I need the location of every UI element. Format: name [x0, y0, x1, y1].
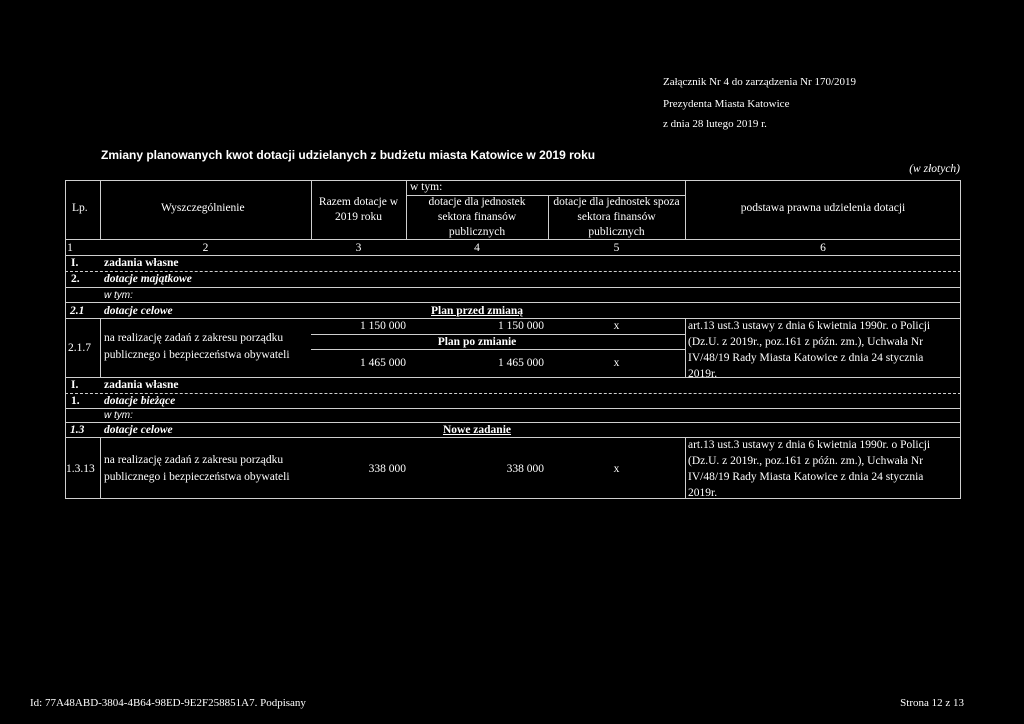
header-description: Wyszczególnienie	[161, 202, 245, 214]
header-jsfp: dotacje dla jednostek sektora finansów publicznych	[428, 196, 526, 238]
section2-in-which: w tym:	[104, 410, 133, 421]
section2-roman: I.	[71, 379, 79, 391]
section1-in-which: w tym:	[104, 290, 133, 301]
col-number-3: 3	[355, 242, 362, 254]
item-1-3-13-lp: 1.3.13	[66, 463, 95, 475]
document-title: Zmiany planowanych kwot dotacji udzielanych z budżetu miasta Katowice w 2019 roku	[101, 148, 596, 162]
item-2-1-7-description: na realizację zadań z zakresu porządku publicznego i bezpieczeństwa obywateli	[104, 332, 290, 361]
header-total: Razem dotacje w 2019 roku	[318, 196, 399, 223]
item-1-3-13-description: na realizację zadań z zakresu porządku publicznego i bezpieczeństwa obywateli	[104, 454, 290, 483]
plan-before-label: Plan przed zmianą	[431, 305, 523, 317]
attachment-line-2: Prezydenta Miasta Katowice	[663, 98, 790, 110]
col-number-4: 4	[474, 242, 480, 254]
header-non-jsfp: dotacje dla jednostek spoza sektora finansów publicznych	[553, 196, 680, 238]
unit-label: (w złotych)	[909, 163, 960, 175]
header-lp: Lp.	[72, 202, 88, 214]
section1-sub-label: dotacje celowe	[104, 305, 173, 317]
plan-before-non-jsfp: x	[613, 320, 620, 332]
section1-num: 2.	[71, 273, 80, 285]
section1-roman: I.	[71, 257, 79, 269]
col-number-6: 6	[820, 242, 826, 254]
plan-after-non-jsfp: x	[613, 357, 620, 369]
plan-before-jsfp: 1 150 000	[498, 320, 544, 332]
new-task-total: 338 000	[368, 463, 406, 475]
section2-roman-label: zadania własne	[104, 379, 179, 391]
item-1-3-13-legal-basis: art.13 ust.3 ustawy z dnia 6 kwietnia 1990r. o Policji (Dz.U. z 2019r., poz.161 z późn. zm.), Uchwała Nr IV/48/19 Rady Miasta Katowice z dnia 24 stycznia 2019r.	[688, 439, 931, 499]
col-number-2: 2	[202, 242, 209, 254]
attachment-line-3: z dnia 28 lutego 2019 r.	[663, 118, 767, 130]
attachment-line-1: Załącznik Nr 4 do zarządzenia Nr 170/2019	[663, 76, 857, 88]
section2-num: 1.	[71, 395, 80, 407]
plan-after-total: 1 465 000	[360, 357, 406, 369]
section2-sub-label: dotacje celowe	[104, 424, 173, 436]
plan-after-jsfp: 1 465 000	[498, 357, 544, 369]
new-task-non-jsfp: x	[613, 463, 620, 475]
new-task-label: Nowe zadanie	[442, 424, 512, 436]
item-2-1-7-legal-basis: art.13 ust.3 ustawy z dnia 6 kwietnia 1990r. o Policji (Dz.U. z 2019r., poz.161 z późn. zm.), Uchwała Nr IV/48/19 Rady Miasta Katowice z dnia 24 stycznia 2019r.	[688, 320, 931, 380]
section1-sub-num: 2.1	[70, 305, 85, 317]
col-number-1: 1	[67, 242, 73, 254]
new-task-jsfp: 338 000	[506, 463, 544, 475]
footer-page-number: Strona 12 z 13	[900, 697, 964, 709]
header-legal-basis: podstawa prawna udzielenia dotacji	[740, 202, 906, 214]
section2-label: dotacje bieżące	[104, 395, 176, 407]
plan-before-total: 1 150 000	[360, 320, 406, 332]
col-number-5: 5	[613, 242, 620, 254]
section1-roman-label: zadania własne	[104, 257, 179, 269]
plan-after-label: Plan po zmianie	[437, 336, 517, 348]
header-in-which: w tym:	[410, 181, 443, 193]
item-2-1-7-lp: 2.1.7	[68, 342, 91, 354]
footer-document-id: Id: 77A48ABD-3804-4B64-98ED-9E2F258851A7. Podpisany	[30, 697, 306, 709]
section2-sub-num: 1.3	[70, 424, 85, 436]
section1-label: dotacje majątkowe	[104, 273, 192, 285]
